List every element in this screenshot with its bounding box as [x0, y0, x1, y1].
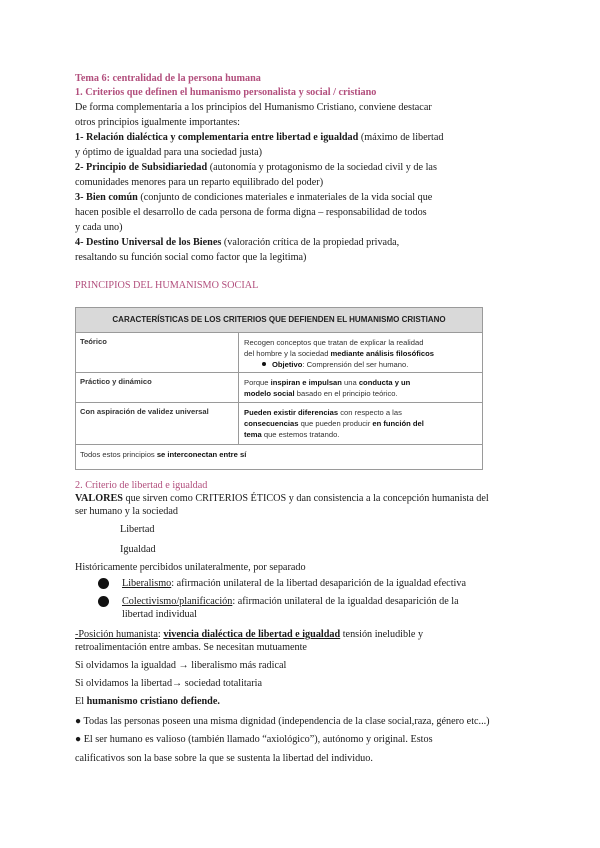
cell-text: basado en el principio teórico.	[294, 389, 398, 398]
cell-text: que pueden producir	[298, 419, 373, 428]
criterion-text: resaltando su función social como factor que la legitima)	[75, 252, 307, 263]
cell-text: Todos estos principios	[80, 450, 157, 459]
table-row	[76, 403, 482, 445]
criterion-text: y óptimo de igualdad para una sociedad justa)	[75, 147, 262, 158]
value-item: Libertad	[120, 524, 155, 535]
criterion-text: y cada uno)	[75, 222, 123, 233]
criterion-text: (autonomía y protagonismo de la sociedad civil y de las	[207, 162, 437, 173]
list-item: ● Todas las personas poseen una misma dignidad (independencia de la clase social,raza, género etc...)	[75, 716, 490, 727]
criteria-table	[75, 307, 483, 470]
list-item: ● El ser humano es valioso (también llamado “axiológico”), autónomo y original. Estos	[75, 734, 433, 745]
paragraph: De forma complementaria a los principios del Humanismo Cristiano, conviene destacar	[75, 102, 432, 113]
bullet-icon	[98, 596, 109, 607]
paragraph: Si olvidamos la libertad→ sociedad totalitaria	[75, 678, 263, 689]
paragraph	[75, 628, 423, 641]
emphasis: -Posición humanista	[75, 629, 158, 640]
cell-emphasis: se interconectan entre sí	[156, 450, 247, 459]
list-item-text: calificativos son la base sobre la que se sustenta la libertad del individuo.	[75, 753, 373, 764]
list-item-text: : afirmación unilateral de la igualdad desaparición de la	[232, 596, 459, 607]
cell-text: Recogen conceptos que tratan de explicar la realidad	[244, 338, 424, 347]
cell-text: Porque	[244, 378, 271, 387]
cell-text: una	[341, 378, 359, 387]
bullet-icon	[98, 578, 109, 589]
criterion-item	[75, 161, 437, 174]
row-content	[239, 403, 482, 444]
paragraph: Si olvidamos la igualdad → liberalismo más radical	[75, 660, 287, 671]
cell-text: del hombre y la sociedad	[244, 349, 331, 358]
paragraph	[75, 492, 489, 505]
paragraph-text: El	[75, 696, 87, 707]
section-heading: 1. Criterios que definen el humanismo personalista y social / cristiano	[75, 87, 377, 98]
criterion-item	[75, 236, 399, 249]
list-item-text: : afirmación unilateral de la libertad desaparición de la igualdad efectiva	[171, 578, 466, 589]
paragraph: retroalimentación entre ambas. Se necesitan mutuamente	[75, 642, 307, 653]
paragraph: ser humano y la sociedad	[75, 506, 178, 517]
cell-text: que estemos tratando.	[261, 430, 340, 439]
paragraph-text: que sirven como CRITERIOS ÉTICOS y dan consistencia a la concepción humanista del	[122, 493, 489, 504]
cell-emphasis: modelo social	[244, 389, 295, 398]
criterion-text: hacen posible el desarrollo de cada persona de forma digna – responsabilidad de todos	[75, 207, 427, 218]
paragraph	[75, 695, 220, 708]
table-row	[76, 333, 482, 373]
list-item-text: libertad individual	[122, 609, 197, 620]
cell-emphasis: inspiran e impulsan	[270, 378, 342, 387]
criterion-text: (conjunto de condiciones materiales e inmateriales de la vida social que	[137, 192, 433, 203]
row-content	[239, 333, 482, 372]
criterion-title: 3- Bien común	[75, 192, 138, 203]
paragraph-text: tensión ineludible y	[340, 629, 424, 640]
section-heading: 2. Criterio de libertad e igualdad	[75, 480, 208, 491]
list-item	[122, 595, 459, 608]
emphasis: humanismo cristiano defiende.	[86, 696, 220, 707]
criterion-item	[75, 191, 432, 204]
principios-heading: PRINCIPIOS DEL HUMANISMO SOCIAL	[75, 280, 259, 291]
row-label: Con aspiración de validez universal	[76, 403, 239, 444]
criterion-text: comunidades menores para un reparto equilibrado del poder)	[75, 177, 324, 188]
criterion-text: (máximo de libertad	[358, 132, 444, 143]
paragraph-text: :	[157, 629, 164, 640]
cell-emphasis: Objetivo	[272, 360, 303, 369]
row-label: Práctico y dinámico	[76, 373, 239, 402]
cell-text: : Comprensión del ser humano.	[302, 360, 409, 369]
criterion-title: 2- Principio de Subsidiariedad	[75, 162, 208, 173]
cell-emphasis: consecuencias	[244, 419, 299, 428]
list-item-term: Colectivismo/planificación	[122, 596, 233, 607]
row-label: Teórico	[76, 333, 239, 372]
criterion-title: 4- Destino Universal de los Bienes	[75, 237, 222, 248]
cell-emphasis: en función del	[372, 419, 424, 428]
criterion-text: (valoración crítica de la propiedad privada,	[221, 237, 400, 248]
paragraph: otros principios igualmente importantes:	[75, 117, 240, 128]
cell-emphasis: tema	[244, 430, 262, 439]
cell-emphasis: conducta y un	[358, 378, 411, 387]
page-title: Tema 6: centralidad de la persona humana	[75, 73, 261, 84]
table-header: CARACTERÍSTICAS DE LOS CRITERIOS QUE DEFIENDEN EL HUMANISMO CRISTIANO	[76, 308, 482, 333]
list-item-term: Liberalismo	[122, 578, 172, 589]
list-item	[122, 577, 466, 590]
value-item: Igualdad	[120, 544, 156, 555]
bullet-icon	[262, 362, 266, 366]
criterion-title: 1- Relación dialéctica y complementaria entre libertad e igualdad	[75, 132, 359, 143]
cell-text: con respecto a las	[338, 408, 402, 417]
criterion-item	[75, 131, 443, 144]
paragraph: Históricamente percibidos unilateralmente, por separado	[75, 562, 306, 573]
row-content	[239, 373, 482, 402]
table-row	[76, 373, 482, 403]
emphasis: VALORES	[75, 493, 123, 504]
emphasis: vivencia dialéctica de libertad e igualdad	[163, 629, 341, 640]
cell-emphasis: Pueden existir diferencias	[244, 408, 339, 417]
cell-emphasis: mediante análisis filosóficos	[330, 349, 434, 358]
table-footer	[76, 445, 482, 469]
